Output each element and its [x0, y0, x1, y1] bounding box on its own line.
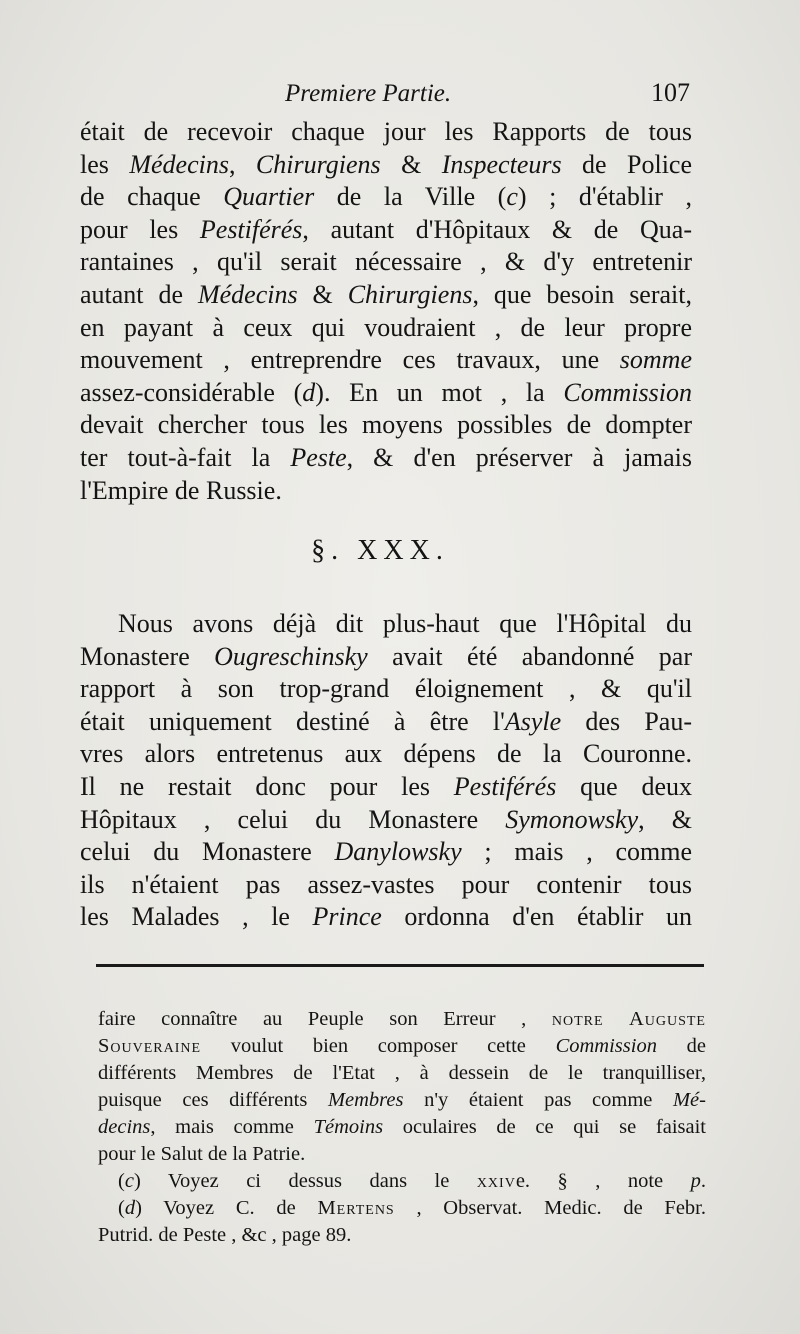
text-run: les — [80, 149, 130, 179]
footnotes — [98, 1006, 706, 1249]
italic-text: Témoins — [313, 1116, 384, 1138]
text-line — [80, 409, 692, 442]
italic-text: Symonowsky — [505, 804, 639, 834]
italic-text: decins — [98, 1116, 151, 1138]
italic-text: somme — [619, 345, 692, 375]
italic-text: d — [124, 1197, 136, 1219]
text-run: était uniquement destiné à être l' — [80, 706, 505, 736]
text-line — [80, 116, 692, 149]
text-run: vres alors entretenus aux dépens de la Couronne. — [80, 739, 692, 769]
text-line — [80, 836, 692, 869]
text-run: pour les — [80, 214, 200, 244]
italic-text: Chirurgiens — [347, 279, 473, 309]
italic-text: Asyle — [504, 706, 562, 736]
paragraph-continuation — [80, 116, 692, 507]
text-run: avait été abandonné par — [367, 641, 692, 671]
italic-text: Inspecteurs — [441, 149, 562, 179]
text-run: différents Membres de l'Etat , à dessein de le tranquilliser, — [98, 1062, 706, 1084]
text-line — [80, 804, 692, 837]
text-line — [80, 738, 692, 771]
text-run: de chaque — [80, 182, 224, 212]
text-line — [80, 344, 692, 377]
italic-text: Médecins — [197, 279, 298, 309]
page-header — [80, 78, 690, 108]
italic-text: Commission — [555, 1035, 657, 1057]
text-line — [80, 673, 692, 706]
text-run: de — [656, 1035, 706, 1057]
text-run: ). En un mot , la — [315, 377, 564, 407]
text-line — [80, 312, 692, 345]
text-run: faire connaître au Peuple son Erreur , — [98, 1008, 552, 1030]
text-run: , Observat. Medic. de Febr. — [394, 1197, 706, 1219]
text-run: que deux — [556, 771, 692, 801]
text-line — [98, 1087, 706, 1114]
text-run: , mais comme — [150, 1116, 314, 1138]
text-run: assez-considérable ( — [80, 377, 303, 407]
text-line — [98, 1006, 706, 1033]
text-line — [80, 246, 692, 279]
italic-text: Peste — [290, 442, 347, 472]
page-number: 107 — [651, 78, 690, 107]
text-run: . — [700, 1170, 706, 1192]
text-line — [98, 1060, 706, 1087]
paragraph-section-xxx — [80, 608, 692, 934]
text-run: Il ne restait donc pour les — [80, 771, 454, 801]
text-run: voulut bien composer cette — [201, 1035, 556, 1057]
text-run: de Police — [561, 149, 693, 179]
text-run: , que besoin serait, — [472, 279, 692, 309]
section-heading: §. XXX. — [311, 535, 449, 566]
text-run: rapport à son trop-grand éloignement , & qu'il — [80, 674, 692, 704]
text-run: ) ; d'établir , — [517, 182, 692, 212]
text-line — [80, 641, 692, 674]
text-run: mouvement , entreprendre ces travaux, une — [80, 345, 620, 375]
text-line — [80, 214, 692, 247]
text-run: & — [380, 149, 442, 179]
text-run: ) Voyez C. de — [135, 1197, 318, 1219]
text-run: , — [228, 149, 256, 179]
running-title: Premiere Partie. — [285, 80, 452, 107]
text-line — [98, 1195, 706, 1222]
text-run: ils n'étaient pas assez-vastes pour contenir tous — [80, 869, 692, 899]
text-run: notre Auguste — [551, 1008, 706, 1030]
text-run: l'Empire de Russie. — [80, 475, 282, 505]
text-run: , & — [638, 804, 692, 834]
italic-text: p — [690, 1170, 701, 1192]
text-run: Monastere — [80, 641, 215, 671]
italic-text: Chirurgiens — [255, 149, 381, 179]
text-run: pour le Salut de la Patrie. — [98, 1143, 306, 1165]
text-run: ) Voyez ci dessus dans le — [133, 1170, 477, 1192]
italic-text: Médecins — [129, 149, 229, 179]
text-line — [80, 869, 692, 902]
text-run: ordonna d'en établir un — [381, 902, 692, 932]
text-run: Mertens — [317, 1197, 395, 1219]
text-line — [80, 442, 692, 475]
text-run: ( — [118, 1197, 125, 1219]
text-run: autant de — [80, 279, 198, 309]
italic-text: Commission — [563, 377, 692, 407]
text-run: , & d'en préserver à jamais — [346, 442, 692, 472]
italic-text: Mé- — [672, 1089, 706, 1111]
text-run: , autant d'Hôpitaux & de Qua- — [302, 214, 692, 244]
text-line — [98, 1168, 706, 1195]
italic-text: d — [302, 377, 316, 407]
text-run: ( — [118, 1170, 125, 1192]
italic-text: Prince — [312, 902, 382, 932]
text-line — [80, 901, 692, 934]
text-run: n'y étaient pas comme — [403, 1089, 673, 1111]
text-run: xxiv — [476, 1170, 516, 1192]
text-line — [80, 377, 692, 410]
text-run: rantaines , qu'il serait nécessaire , & d'y entretenir — [80, 247, 692, 277]
text-run: puisque ces différents — [98, 1089, 328, 1111]
italic-text: Pestiférés — [453, 771, 557, 801]
text-line — [98, 1222, 706, 1249]
text-line — [80, 181, 692, 214]
text-line — [80, 149, 692, 182]
text-run: Nous avons déjà dit plus-haut que l'Hôpital du — [118, 609, 692, 638]
text-run: devait chercher tous les moyens possibles de dompter — [80, 410, 692, 440]
text-run: ; mais , comme — [461, 837, 692, 867]
text-run: de la Ville ( — [314, 182, 507, 212]
footnote-rule — [96, 964, 704, 967]
text-run: e. § , note — [515, 1170, 691, 1192]
text-line — [98, 1033, 706, 1060]
text-run: Putrid. de Peste , &c , page 89. — [98, 1224, 352, 1246]
text-line — [80, 475, 692, 508]
text-line — [80, 279, 692, 312]
text-run: des Pau- — [561, 706, 692, 736]
text-line — [80, 771, 692, 804]
text-run: était de recevoir chaque jour les Rapports de tous — [80, 117, 692, 146]
text-run: en payant à ceux qui voudraient , de leur propre — [80, 312, 692, 342]
text-line — [80, 608, 692, 641]
text-line — [98, 1141, 706, 1168]
text-run: celui du Monastere — [80, 837, 335, 867]
text-line — [80, 706, 692, 739]
italic-text: Danylowsky — [334, 837, 462, 867]
italic-text: Membres — [327, 1089, 404, 1111]
italic-text: Quartier — [223, 182, 315, 212]
text-run: & — [297, 279, 348, 309]
text-run: oculaires de ce qui se faisait — [383, 1116, 706, 1138]
text-line — [98, 1114, 706, 1141]
text-run: ter tout-à-fait la — [80, 442, 291, 472]
italic-text: c — [124, 1170, 134, 1192]
italic-text: Pestiférés — [199, 214, 303, 244]
italic-text: c — [506, 182, 518, 212]
text-run: Hôpitaux , celui du Monastere — [80, 804, 506, 834]
text-run: Souveraine — [98, 1035, 202, 1057]
text-run: les Malades , le — [80, 902, 313, 932]
italic-text: Ougreschinsky — [214, 641, 368, 671]
